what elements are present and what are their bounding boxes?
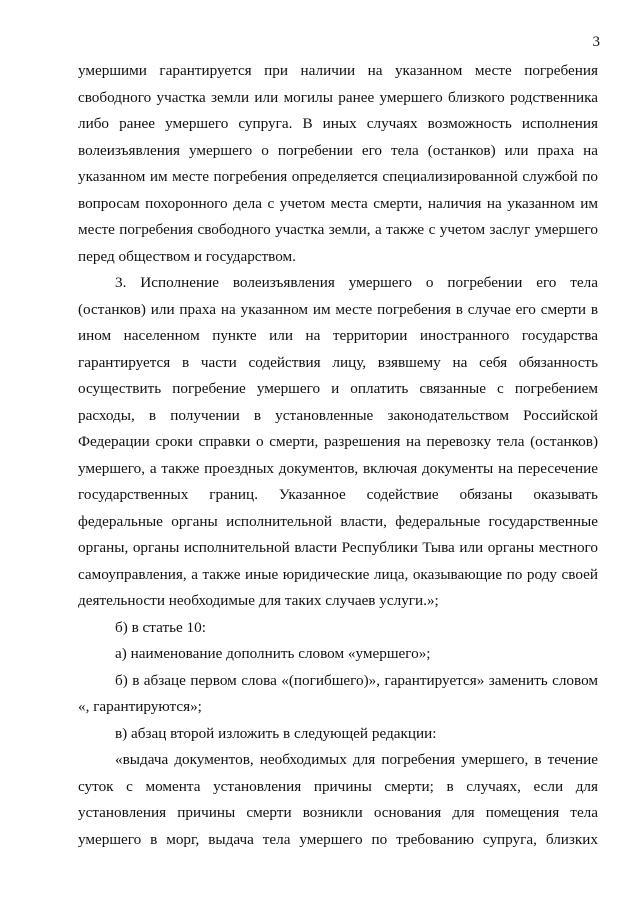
text-line: расходы, в получении в установленные законодательством Российской bbox=[78, 406, 598, 424]
document-body bbox=[78, 58, 598, 853]
text-line: волеизъявления умершего о погребении его тела (останков) или праха на bbox=[78, 141, 598, 159]
text-line: вопросам похоронного дела с учетом места смерти, наличия на указанном им bbox=[78, 194, 598, 212]
text-line: свободного участка земли или могилы ранее умершего близкого родственника bbox=[78, 88, 598, 106]
text-line: а) наименование дополнить словом «умершего»; bbox=[115, 645, 431, 662]
text-line: суток с момента установления причины смерти; в случаях, если для bbox=[78, 777, 598, 795]
text-line: установления причины смерти возникли основания для помещения тела bbox=[78, 804, 598, 821]
text-line: месте погребения свободного участка земли, а также с учетом заслуг умершего bbox=[78, 221, 598, 238]
text-line: указанном им месте погребения определяется специализированной службой по bbox=[78, 168, 598, 185]
text-line: умершего в морг, выдача тела умершего по требованию супруга, близких bbox=[78, 830, 598, 848]
text-line: умершими гарантируется при наличии на указанном месте погребения bbox=[78, 62, 598, 79]
page-number: 3 bbox=[592, 34, 600, 50]
text-line: умершего, а также проездных документов, включая документы на пересечение bbox=[78, 459, 598, 477]
text-line: б) в статье 10: bbox=[115, 618, 206, 636]
text-line: Федерации сроки справки о смерти, разрешения на перевозку тела (останков) bbox=[78, 433, 598, 450]
text-line: либо ранее умершего супруга. В иных случаях возможность исполнения bbox=[78, 115, 598, 132]
text-line: деятельности необходимые для таких случаев услуги.»; bbox=[78, 592, 439, 609]
text-line: органы, органы исполнительной власти Республики Тыва или органы местного bbox=[78, 539, 598, 556]
text-line: самоуправления, а также иные юридические лица, оказывающие по роду своей bbox=[78, 565, 598, 583]
text-line: (останков) или праха на указанном им месте погребения в случае его смерти в bbox=[78, 300, 598, 318]
text-line: б) в абзаце первом слова «(погибшего)», гарантируется» заменить словом bbox=[115, 671, 598, 689]
text-line: в) абзац второй изложить в следующей редакции: bbox=[115, 724, 437, 742]
text-line: ином населенном пункте или на территории иностранного государства bbox=[78, 327, 598, 344]
text-line: осуществить погребение умершего и оплатить связанные с погребением bbox=[78, 380, 598, 397]
text-line: «, гарантируются»; bbox=[78, 698, 202, 715]
text-line: «выдача документов, необходимых для погребения умершего, в течение bbox=[115, 751, 598, 768]
text-line: государственных границ. Указанное содействие обязаны оказывать bbox=[78, 486, 598, 503]
text-line: гарантируется в части содействия лицу, взявшему на себя обязанность bbox=[78, 353, 598, 371]
text-line: перед обществом и государством. bbox=[78, 247, 296, 265]
text-line: федеральные органы исполнительной власти, федеральные государственные bbox=[78, 512, 598, 530]
text-line: 3. Исполнение волеизъявления умершего о погребении его тела bbox=[115, 274, 598, 291]
